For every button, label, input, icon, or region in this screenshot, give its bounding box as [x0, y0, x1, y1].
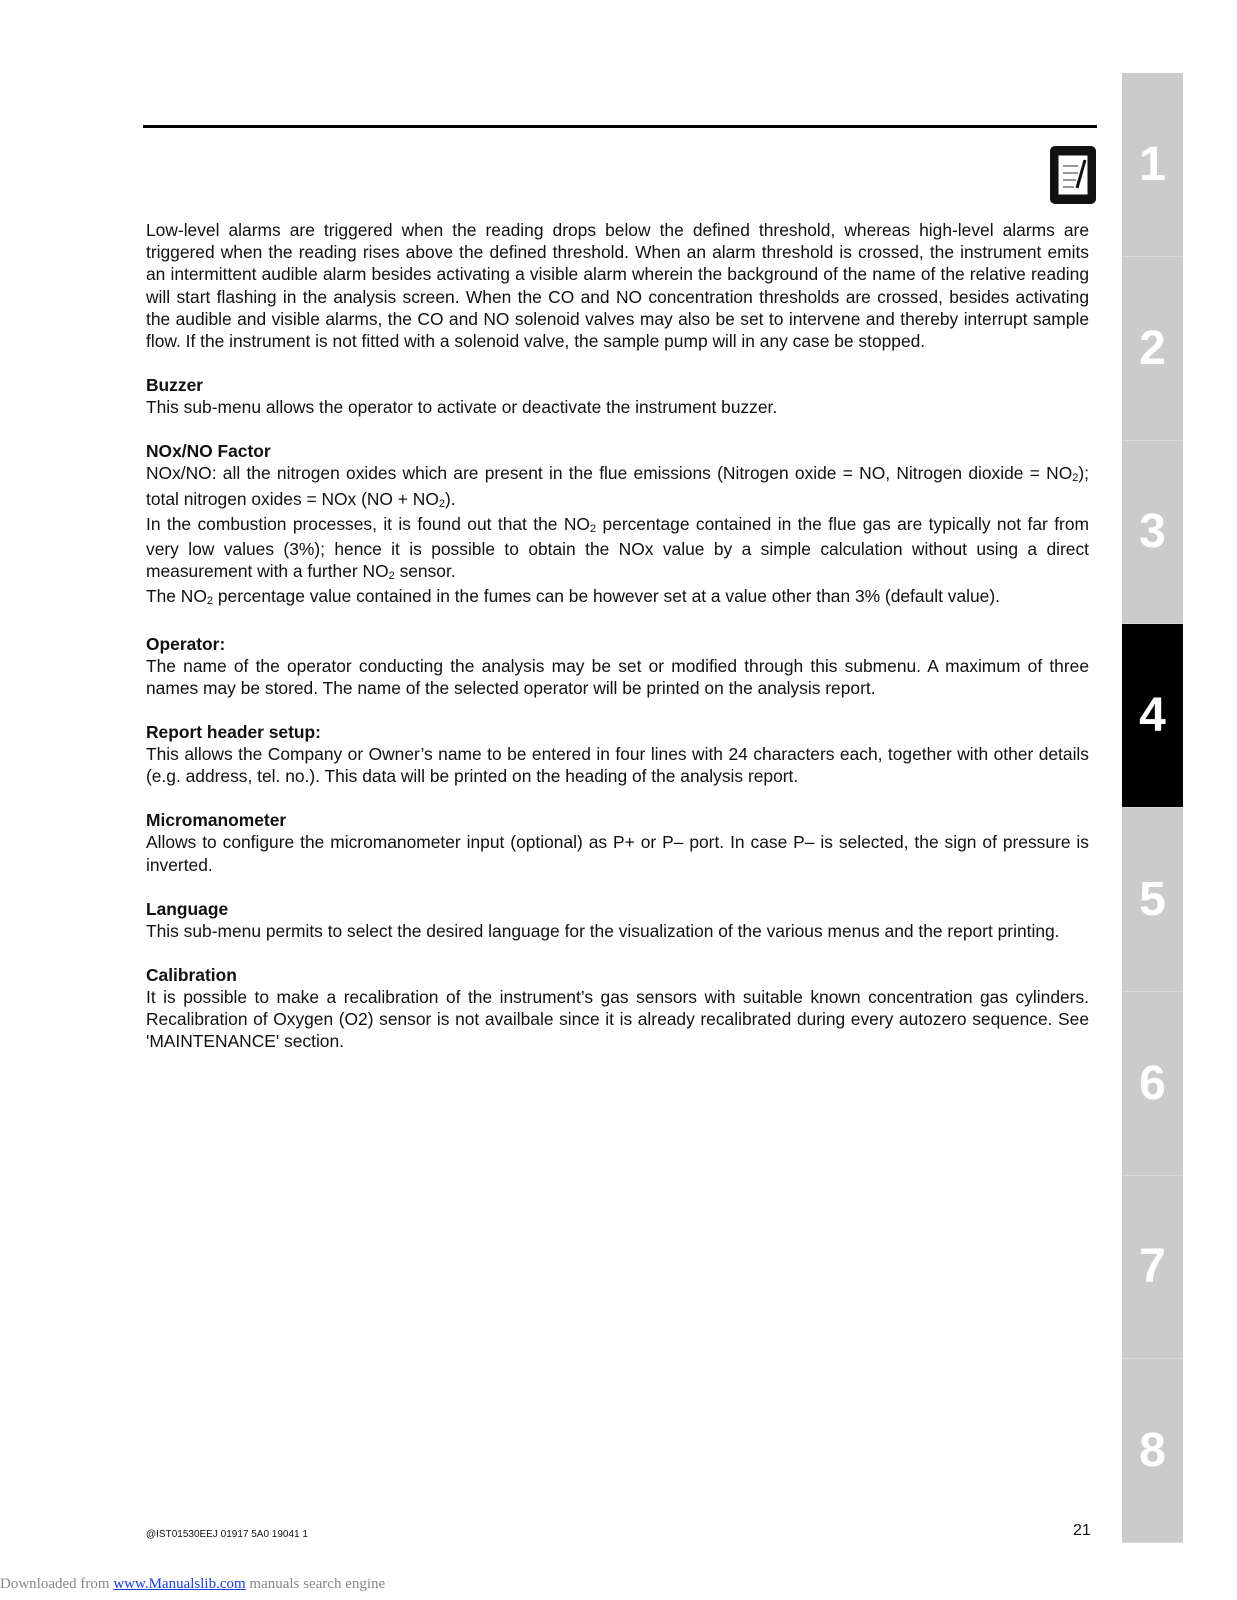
micromanometer-section	[146, 809, 1089, 875]
chapter-tab-3[interactable]: 3	[1122, 441, 1183, 625]
language-text: This sub-menu permits to select the desired language for the visualization of the various menus and the report printing.	[146, 920, 1060, 941]
report-header-heading: Report header setup:	[146, 722, 321, 743]
footer-suffix: manuals search engine	[245, 1576, 386, 1592]
operator-text: The name of the operator conducting the analysis may be set or modified through this submenu. A maximum of three names may be stored. The name of the selected operator will be printed on the analysis report.	[146, 655, 1089, 698]
chapter-tab-7[interactable]: 7	[1122, 1176, 1183, 1360]
chapter-tabs	[1122, 73, 1183, 1543]
nox-paragraph-3: The $NO_2$ percentage value contained in the fumes can be however set at a value other than 3% (default value).	[146, 586, 1000, 608]
language-heading: Language	[146, 898, 229, 919]
report-header-section	[146, 721, 1089, 787]
intro-paragraph: Low-level alarms are triggered when the reading drops below the defined threshold, whereas high-level alarms are triggered when the reading rises above the defined threshold. When an alarm threshold is crossed, the instrument emits an intermittent audible alarm besides activating a visible alarm wherein the background of the name of the relative reading will start flashing in the analysis screen. When the CO and NO concentration thresholds are crossed, besides activating the audible and visible alarms, the CO and NO solenoid valves may also be set to intervene and thereby interrupt sample flow. If the instrument is not fitted with a solenoid valve, the sample pump will in any case be stopped.	[146, 220, 1089, 352]
operator-section	[146, 633, 1089, 699]
chapter-tab-5[interactable]: 5	[1122, 808, 1183, 992]
footer-prefix: Downloaded from	[0, 1576, 114, 1592]
buzzer-text: This sub-menu allows the operator to activate or deactivate the instrument buzzer.	[146, 397, 778, 418]
language-section	[146, 898, 1089, 942]
micromanometer-heading: Micromanometer	[146, 810, 287, 831]
micromanometer-text: Allows to configure the micromanometer input (optional) as P+ or P– port. In case P– is selected, the sign of pressure is inverted.	[146, 832, 1089, 875]
nox-paragraph-1: NOx/NO: all the nitrogen oxides which are present in the flue emissions (Nitrogen oxide = NO, Nitrogen dioxide = $NO_2$); total nitrogen oxides = NOx $(NO + NO_2)$.	[146, 463, 1089, 510]
chapter-tab-4[interactable]: 4	[1122, 624, 1183, 808]
footer-link[interactable]: www.Manualslib.com	[113, 1576, 246, 1592]
chapter-tab-6[interactable]: 6	[1122, 992, 1183, 1176]
nox-heading: NOx/NO Factor	[146, 441, 271, 462]
chapter-tab-2[interactable]: 2	[1122, 257, 1183, 441]
chapter-tab-8[interactable]: 8	[1122, 1359, 1183, 1543]
buzzer-heading: Buzzer	[146, 375, 204, 396]
buzzer-section	[146, 374, 1089, 418]
notepad-pencil-icon	[1050, 146, 1096, 204]
content	[146, 219, 1089, 1053]
calibration-text: It is possible to make a recalibration of the instrument’s gas sensors with suitable known concentration gas cylinders. Recalibration of Oxygen (O2) sensor is not availbale since it is already recalibrated during every autozero sequence. See 'MAINTENANCE' section.	[146, 987, 1089, 1052]
document-code: @IST01530EEJ 01917 5A0 19041 1	[146, 1529, 308, 1540]
operator-heading: Operator:	[146, 633, 226, 654]
top-rule	[143, 125, 1097, 128]
calibration-section	[146, 964, 1089, 1053]
nox-paragraph-2: In the combustion processes, it is found out that the $NO_2$ percentage contained in the flue gas are typically not far from very low values (3%); hence it is possible to obtain the NOx value by a simple calculation without using a direct measurement with a further $NO_2$ sensor.	[146, 513, 1089, 583]
calibration-heading: Calibration	[146, 965, 237, 986]
report-header-text: This allows the Company or Owner’s name to be entered in four lines with 24 characters each, together with other details (e.g. address, tel. no.). This data will be printed on the heading of the analysis report.	[146, 744, 1089, 787]
download-footer	[0, 1576, 385, 1593]
page-number: 21	[1073, 1522, 1091, 1539]
chapter-tab-1[interactable]: 1	[1122, 73, 1183, 257]
nox-section	[146, 440, 1089, 610]
